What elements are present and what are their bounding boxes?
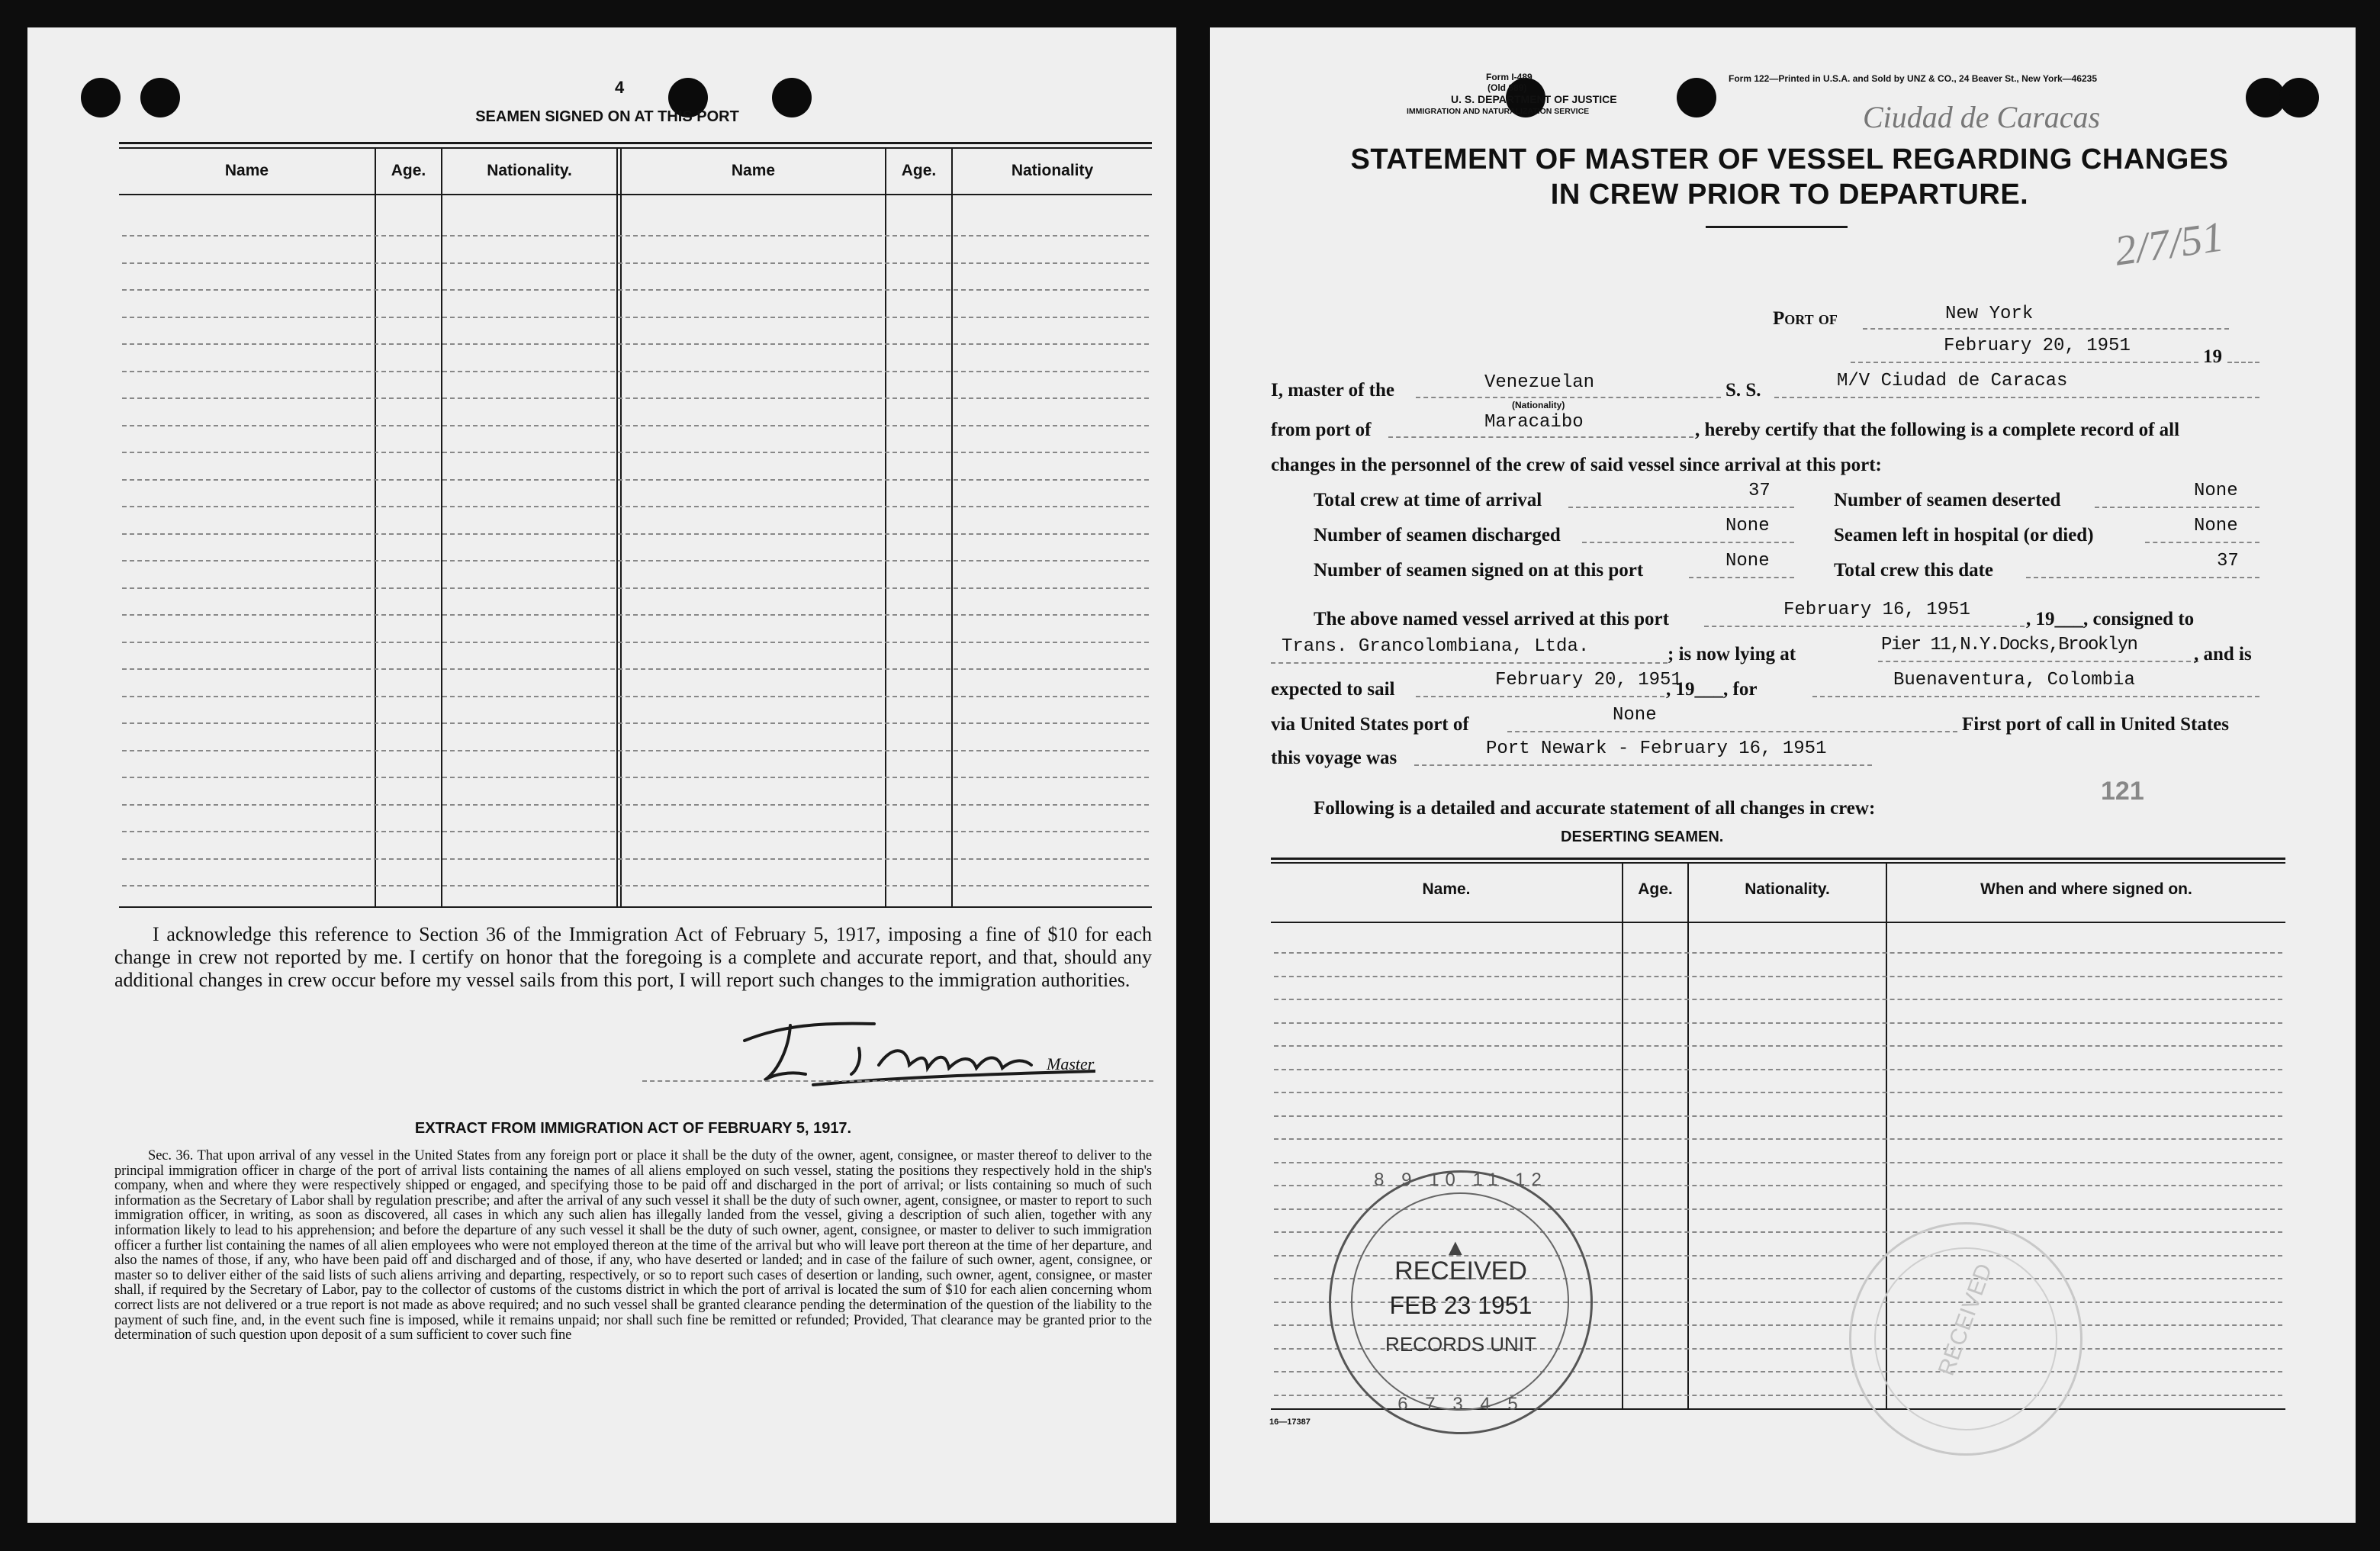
table-row-line	[122, 343, 1149, 345]
table-row-line	[122, 831, 1149, 832]
punch-hole	[81, 78, 121, 117]
via-value: None	[1613, 705, 1657, 726]
voyage-label: this voyage was	[1271, 748, 1397, 768]
table-row-line	[1274, 1045, 2282, 1047]
column-header-name: Name.	[1422, 880, 1471, 898]
left-page	[27, 27, 1176, 1523]
lying-label: ; is now lying at	[1668, 644, 1796, 664]
arrived-label: The above named vessel arrived at this port	[1314, 609, 1669, 629]
from-port-label: from port of	[1271, 420, 1372, 440]
page-number: 4	[615, 78, 625, 97]
section-title: SEAMEN SIGNED ON AT THIS PORT	[475, 108, 739, 125]
signature-caption: Master	[1047, 1054, 1095, 1073]
table-row-line	[122, 587, 1149, 589]
signed-on-label: Number of seamen signed on at this port	[1314, 560, 1644, 581]
handwritten-ship-name: Ciudad de Caracas	[1863, 100, 2101, 134]
stamp-received-text: RECEIVED	[1394, 1257, 1527, 1286]
punch-hole	[140, 78, 180, 117]
column-header-when-where: When and where signed on.	[1980, 880, 2192, 898]
handwritten-date: 2/7/51	[2111, 213, 2227, 275]
table-row-line	[122, 506, 1149, 507]
table-row-line	[122, 858, 1149, 860]
footer-code: 16—17387	[1269, 1417, 1311, 1427]
hospital-value: None	[2194, 516, 2238, 536]
port-of-value: New York	[1945, 304, 2034, 324]
column-header-age: Age.	[391, 162, 426, 179]
acknowledgment-text: I acknowledge this reference to Section 36 of the Immigration Act of February 5, 1917, imposing a fine of $10 for each change in crew not reported by me. I certify on honor that the foregoing is a complete and accurate report, and that, should any additional changes in crew occur before my vessel sails from this port, I will report such changes to the immigration authorities.	[114, 923, 1152, 991]
column-header-nationality: Nationality	[1011, 162, 1094, 179]
extract-title: EXTRACT FROM IMMIGRATION ACT OF FEBRUARY 5, 1917.	[414, 1120, 852, 1137]
punch-hole	[2279, 78, 2319, 117]
and-is-text: , and is	[2194, 644, 2252, 664]
table-row-line	[1274, 1069, 2282, 1070]
column-header-name: Name	[224, 162, 269, 179]
table-row-line	[122, 317, 1149, 318]
via-label: via United States port of	[1271, 714, 1469, 735]
table-row-line	[1274, 1092, 2282, 1093]
extract-text: Sec. 36. That upon arrival of any vessel in the United States from any foreign port or place it shall be the duty of the owner, agent, consignee, or master thereof to deliver to the principal immigration officer in charge of the port of arrival lists containing the names of all aliens employed on such vessel, stating the positions they respectively hold in the ship's company, when and where they were respectively shipped or engaged, and specifying those to be paid off and discharged in the port of arrival; or lists containing so much of such information as the Secretary of Labor shall by regulation prescribe; and after the arrival of any such vessel it shall be the duty of such owner, agent, consignee, or master to report to such immigration officer, in writing, as soon as discovered, all cases in which any such alien has illegally landed from the vessel, giving a description of such alien, together with any information likely to lead to his apprehension; and before the departure of any such vessel it shall be the duty of such owner, agent, consignee, or master to deliver to such immigration officer a further list containing the names of all alien employees who were not employed thereon at the time of the arrival but who will leave port thereon at the time of her departure, and also the names of those, if any, who have been paid off and discharged and of those, if any, who have deserted or landed; and in case of the failure of such owner, agent, consignee, or master so to deliver either of the said lists of such aliens arriving and departing, respectively, or so to report such cases of desertion or landing, such owner, agent, consignee, or master shall, if required by the Secretary of Labor, pay to the collector of customs of the customs district in which the port of arrival is located the sum of $10 for each alien concerning whom correct lists are not delivered or a true report is not made as above required; and no such vessel shall be granted clearance pending the determination of the question of the liability to the payment of such fine, and, in the event such fine is imposed, while it remains unpaid; nor shall such fine be remitted or refunded; Provided, That clearance may be granted prior to the determination of such question upon deposit of a sum sufficient to cover such fine	[114, 1148, 1152, 1343]
stamp-date-text: FEB 23 1951	[1389, 1292, 1533, 1319]
total-crew-arrival-label: Total crew at time of arrival	[1314, 490, 1542, 510]
expected-label: expected to sail	[1271, 679, 1395, 700]
form-number: Form I-489	[1486, 72, 1533, 82]
table-row-line	[122, 696, 1149, 697]
table-row-line	[122, 479, 1149, 481]
following-text: Following is a detailed and accurate statement of all changes in crew:	[1314, 798, 1876, 819]
department: U. S. DEPARTMENT OF JUSTICE	[1451, 93, 1617, 105]
date-value: February 20, 1951	[1944, 336, 2131, 356]
table-row-line	[122, 425, 1149, 426]
master-of-label: I, master of the	[1271, 380, 1394, 401]
table-row-line	[1274, 999, 2282, 1000]
certify-text: , hereby certify that the following is a complete record of all	[1695, 420, 2180, 440]
voyage-value: Port Newark - February 16, 1951	[1486, 738, 1827, 759]
form-old-number: (Old 689)	[1488, 82, 1527, 93]
form-title: STATEMENT OF MASTER OF VESSEL REGARDING CHANGES	[1350, 143, 2229, 175]
nationality-caption: (Nationality)	[1512, 400, 1565, 410]
table-row-line	[122, 804, 1149, 806]
printer-note: Form 122—Printed in U.S.A. and Sold by UNZ & CO., 24 Beaver St., New York—46235	[1729, 73, 2098, 84]
form-title-line2: IN CREW PRIOR TO DEPARTURE.	[1550, 179, 2029, 211]
column-header-nationality: Nationality.	[487, 162, 572, 179]
table-row-line	[1274, 1022, 2282, 1024]
table-row-line	[1274, 1162, 2282, 1163]
vessel-name: M/V Ciudad de Caracas	[1837, 371, 2068, 391]
table-row-line	[122, 885, 1149, 887]
faint-stamp: RECEIVED	[1849, 1222, 2082, 1456]
for-label: , 19___, for	[1666, 679, 1758, 700]
service-name: IMMIGRATION AND NATURALIZATION SERVICE	[1407, 107, 1590, 116]
table-row-line	[122, 722, 1149, 724]
table-row-line	[122, 397, 1149, 399]
table-row-line	[1274, 1138, 2282, 1140]
column-header-nationality: Nationality.	[1745, 880, 1830, 898]
consigned-label: , 19___, consigned to	[2026, 609, 2195, 629]
stamp-number: 121	[2101, 777, 2144, 806]
column-header-name: Name	[731, 162, 776, 179]
table-row-line	[122, 235, 1149, 237]
table-row-line	[122, 560, 1149, 562]
total-crew-arrival-value: 37	[1748, 481, 1771, 501]
stamp-unit-text: RECORDS UNIT	[1385, 1333, 1536, 1356]
expected-value: February 20, 1951	[1495, 670, 1682, 690]
table-row-line	[122, 668, 1149, 670]
table-row-line	[1274, 976, 2282, 977]
table-row-line	[122, 750, 1149, 751]
year-prefix: 19	[2203, 346, 2222, 367]
table-row-line	[122, 642, 1149, 643]
table-row-line	[122, 262, 1149, 264]
hospital-label: Seamen left in hospital (or died)	[1834, 525, 2094, 545]
punch-hole	[772, 78, 812, 117]
right-page	[1210, 27, 2356, 1523]
deserting-title: DESERTING SEAMEN.	[1561, 829, 1724, 845]
nationality-value: Venezuelan	[1484, 372, 1595, 393]
first-port-label: First port of call in United States	[1962, 714, 2229, 735]
table-row-line	[122, 777, 1149, 778]
table-row-line	[122, 371, 1149, 372]
consignee-value: Trans. Grancolombiana, Ltda.	[1282, 636, 1590, 657]
certify-text-2: changes in the personnel of the crew of said vessel since arrival at this port:	[1271, 455, 1882, 475]
ss-label: S. S.	[1726, 380, 1761, 401]
total-crew-date-value: 37	[2217, 551, 2239, 571]
arrived-value: February 16, 1951	[1783, 600, 1970, 620]
table-row-line	[122, 452, 1149, 453]
port-of-label: Port of	[1773, 308, 1838, 329]
arrow-up-icon: ▲	[1444, 1235, 1467, 1260]
discharged-value: None	[1726, 516, 1770, 536]
column-header-age: Age.	[901, 162, 937, 179]
lying-at-value: Pier 11,N.Y.Docks,Brooklyn	[1881, 635, 2137, 655]
deserted-value: None	[2194, 481, 2238, 501]
total-crew-date-label: Total crew this date	[1834, 560, 1994, 581]
table-row-line	[1274, 952, 2282, 954]
from-port-value: Maracaibo	[1484, 412, 1584, 433]
received-stamp: 8 9 10 11 12 ▲ RECEIVED FEB 23 1951 RECORDS UNIT 6 7 3 4 5	[1329, 1170, 1593, 1434]
signed-on-value: None	[1726, 551, 1770, 571]
column-header-age: Age.	[1638, 880, 1673, 898]
table-row-line	[122, 614, 1149, 616]
deserted-label: Number of seamen deserted	[1834, 490, 2061, 510]
discharged-label: Number of seamen discharged	[1314, 525, 1561, 545]
destination-value: Buenaventura, Colombia	[1893, 670, 2135, 690]
master-signature	[699, 995, 1095, 1102]
table-row-line	[122, 289, 1149, 291]
table-row-line	[122, 533, 1149, 535]
punch-hole	[1677, 78, 1716, 117]
table-row-line	[1274, 1115, 2282, 1117]
